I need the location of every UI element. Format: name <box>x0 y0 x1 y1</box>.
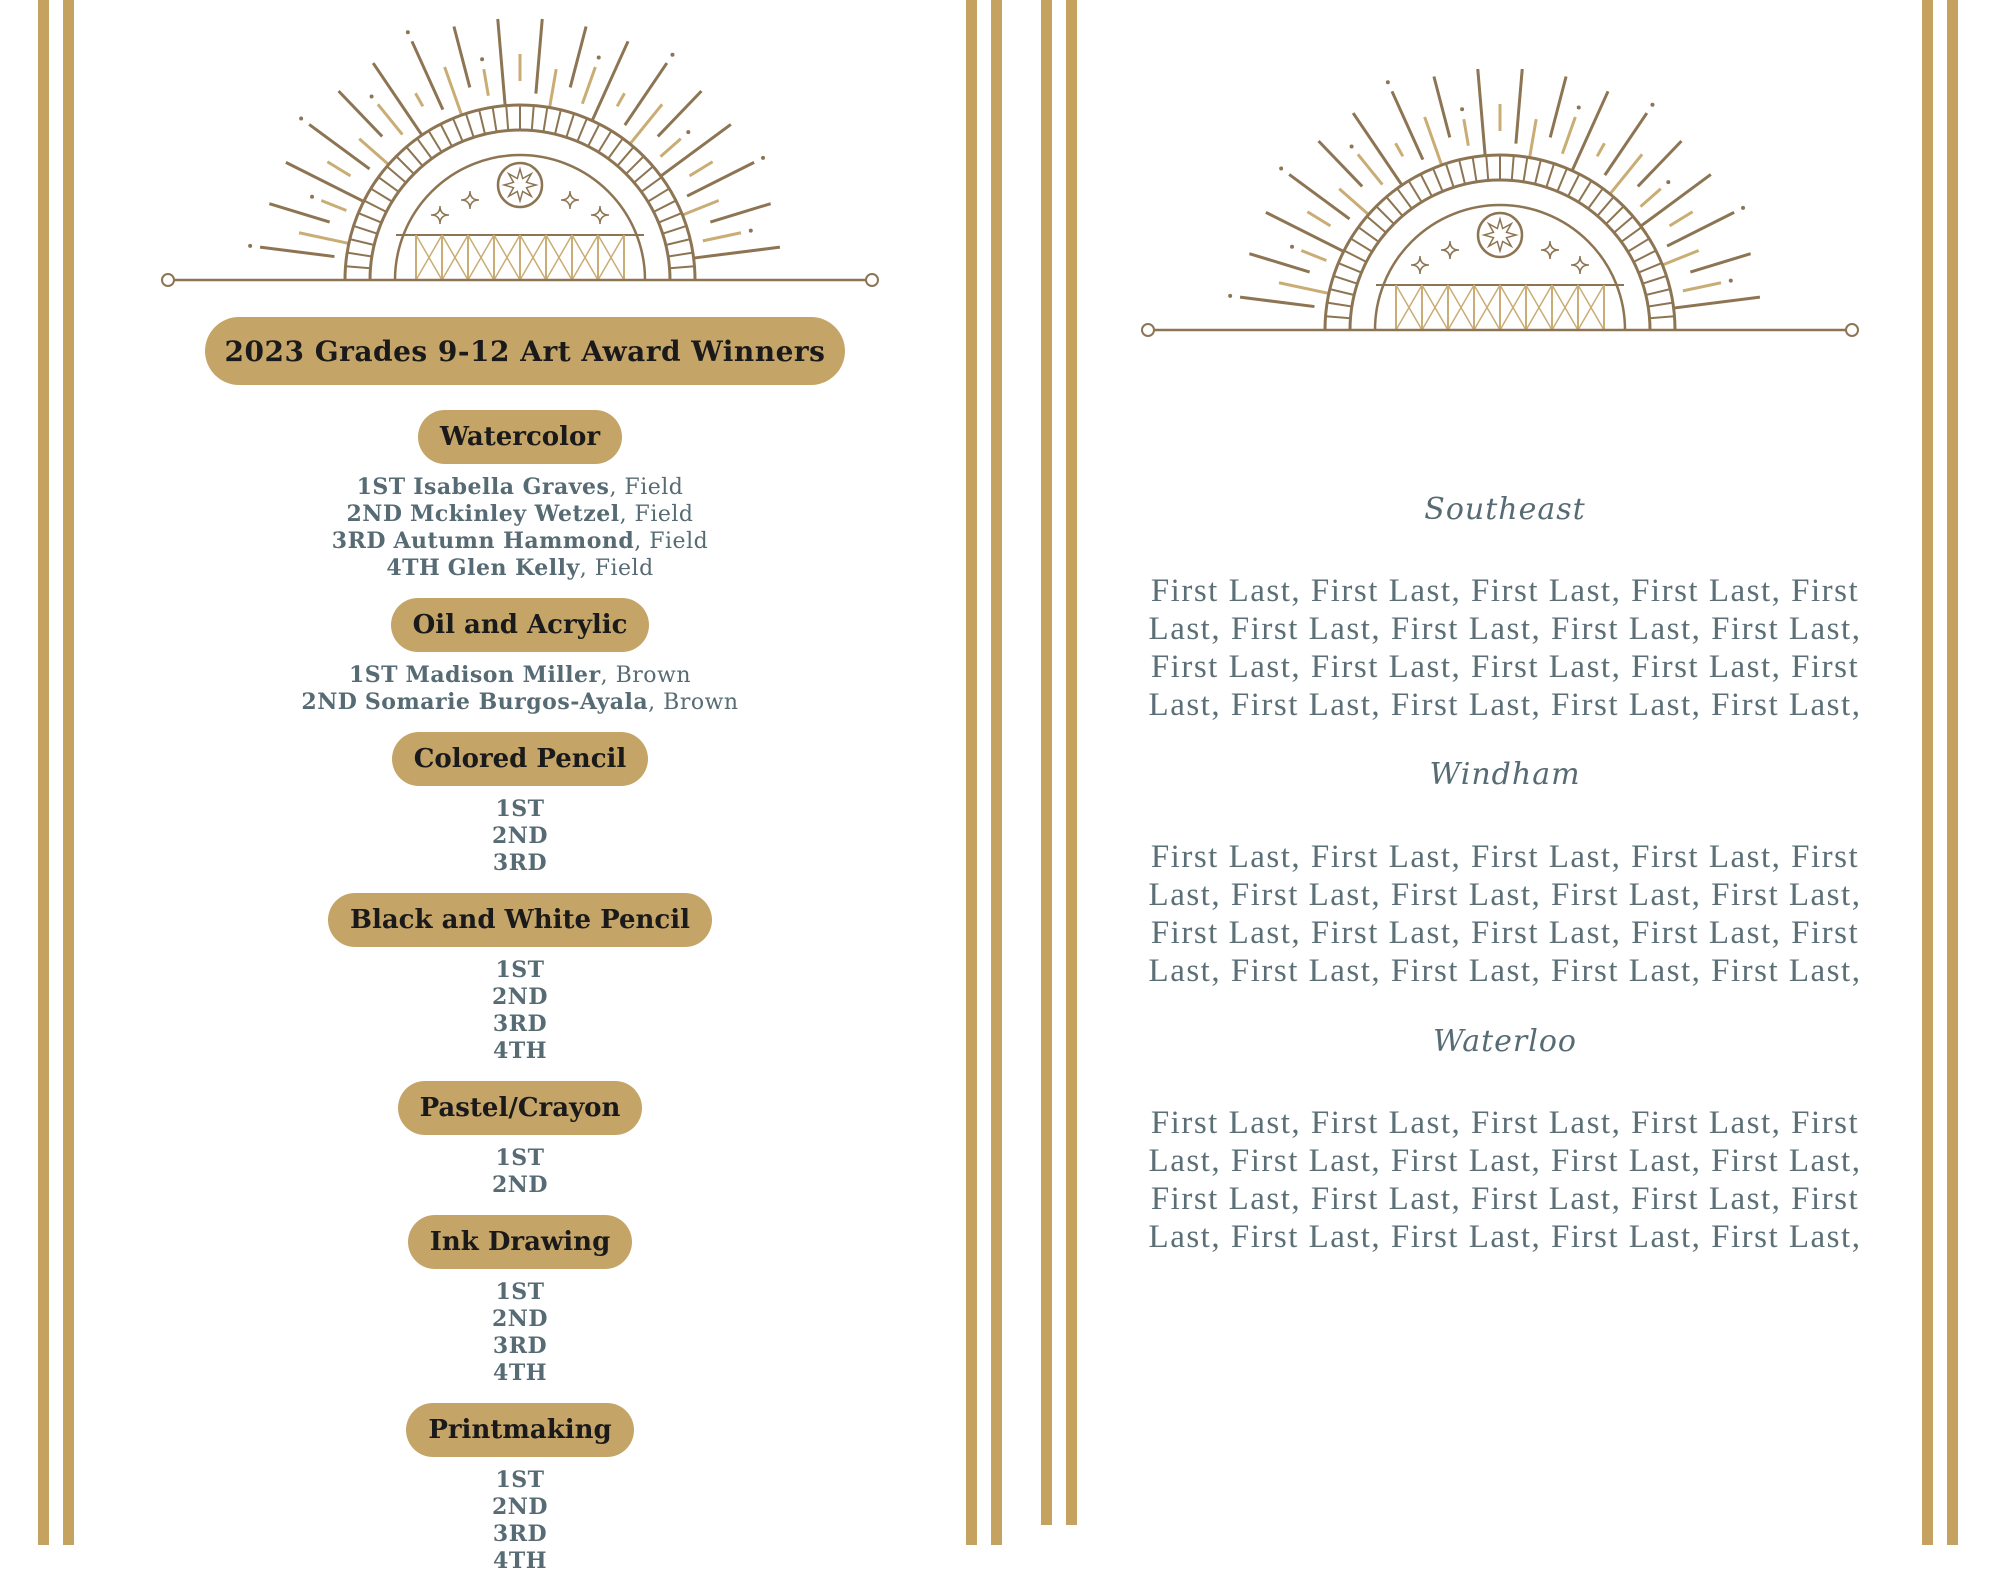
award-rank: 4TH <box>493 1038 547 1064</box>
award-entry <box>210 850 830 877</box>
award-entry <box>210 501 830 528</box>
award-category <box>210 732 830 877</box>
award-entry <box>210 1306 830 1333</box>
winner-name: Glen Kelly <box>447 555 580 581</box>
region-names: First Last, First Last, First Last, First Last, First Last, First Last, First Last, First Last, First Last, First Last, First Last, First Last, First Last, First Last, First Last, First Last, First Last, First Last, <box>1148 573 1862 723</box>
award-entry <box>210 1548 830 1575</box>
award-entry <box>210 1011 830 1038</box>
award-entry <box>210 1279 830 1306</box>
winner-name: Isabella Graves <box>413 474 610 500</box>
category-entries <box>210 957 830 1065</box>
winner-school: , Brown <box>648 690 739 715</box>
award-rank: 2ND <box>346 501 403 527</box>
award-rank: 3RD <box>492 850 548 876</box>
winner-name: Somarie Burgos-Ayala <box>364 689 649 715</box>
border-bar <box>1041 0 1052 1525</box>
region-heading: Windham <box>1429 757 1581 792</box>
sunburst-icon <box>1140 65 1860 355</box>
award-rank: 2ND <box>492 1306 548 1332</box>
winner-school: , Field <box>579 556 654 581</box>
award-rank: 1ST <box>495 1279 545 1305</box>
award-rank: 1ST <box>348 662 399 688</box>
region-heading: Waterloo <box>1433 1024 1577 1059</box>
region-heading: Southeast <box>1424 492 1586 527</box>
award-category <box>210 1403 830 1575</box>
winner-name: Autumn Hammond <box>393 528 635 554</box>
award-entry <box>210 957 830 984</box>
region-names: First Last, First Last, First Last, First Last, First Last, First Last, First Last, First Last, First Last, First Last, First Last, First Last, First Last, First Last, First Last, First Last, First Last, First Last, <box>1148 839 1862 989</box>
award-rank: 2ND <box>492 984 548 1010</box>
winner-school: , Field <box>634 529 709 554</box>
award-entry <box>210 796 830 823</box>
category-label: Black and White Pencil <box>328 893 712 947</box>
award-rank: 1ST <box>495 796 545 822</box>
award-entry <box>210 555 830 582</box>
award-entry <box>210 823 830 850</box>
award-entry <box>210 474 830 501</box>
winner-school: , Brown <box>600 663 692 688</box>
award-entry <box>210 689 830 716</box>
category-label: Ink Drawing <box>408 1215 633 1269</box>
award-rank: 4TH <box>493 1360 547 1386</box>
award-list <box>210 410 830 1591</box>
category-entries <box>210 796 830 877</box>
winner-name: Mckinley Wetzel <box>410 501 620 527</box>
border-bar <box>1066 0 1077 1525</box>
border-bar <box>38 0 49 1545</box>
category-label: Oil and Acrylic <box>391 598 650 652</box>
winner-school: , Field <box>609 475 684 500</box>
border-bar <box>991 0 1002 1545</box>
award-entry <box>210 1494 830 1521</box>
border-bar <box>966 0 977 1545</box>
category-label: Watercolor <box>418 410 622 464</box>
award-rank: 3RD <box>492 1521 548 1547</box>
award-rank: 1ST <box>495 957 545 983</box>
award-rank: 4TH <box>493 1548 547 1574</box>
border-bar <box>1922 0 1933 1545</box>
category-label: Colored Pencil <box>392 732 649 786</box>
sunburst-icon <box>160 15 880 305</box>
award-rank: 2ND <box>301 689 358 715</box>
award-category <box>210 893 830 1065</box>
region-names: First Last, First Last, First Last, First Last, First Last, First Last, First Last, First Last, First Last, First Last, First Last, First Last, First Last, First Last, First Last, First Last, First Last, First Last, <box>1148 1105 1862 1255</box>
award-rank: 1ST <box>495 1467 545 1493</box>
border-bar <box>63 0 74 1545</box>
award-rank: 2ND <box>492 1494 548 1520</box>
winner-name: Madison Miller <box>405 662 601 688</box>
award-category <box>210 410 830 582</box>
category-entries <box>210 1279 830 1387</box>
category-entries <box>210 474 830 582</box>
winner-school: , Field <box>619 502 694 527</box>
award-rank: 3RD <box>331 528 386 554</box>
award-category <box>210 1081 830 1199</box>
award-rank: 1ST <box>356 474 406 500</box>
award-rank: 2ND <box>492 1172 548 1198</box>
award-entry <box>210 1521 830 1548</box>
award-rank: 4TH <box>386 555 441 581</box>
award-rank: 3RD <box>492 1011 548 1037</box>
category-entries <box>210 1145 830 1199</box>
award-entry <box>210 528 830 555</box>
award-rank: 3RD <box>492 1333 548 1359</box>
page-title: 2023 Grades 9-12 Art Award Winners <box>205 317 845 385</box>
award-entry <box>210 1467 830 1494</box>
border-bar <box>1947 0 1958 1545</box>
category-label: Printmaking <box>406 1403 633 1457</box>
award-category <box>210 598 830 716</box>
award-entry <box>210 1360 830 1387</box>
award-entry <box>210 1145 830 1172</box>
award-entry <box>210 984 830 1011</box>
award-entry <box>210 1172 830 1199</box>
category-entries <box>210 662 830 716</box>
award-category <box>210 1215 830 1387</box>
award-entry <box>210 662 830 689</box>
award-entry <box>210 1038 830 1065</box>
award-rank: 1ST <box>495 1145 545 1171</box>
category-label: Pastel/Crayon <box>398 1081 643 1135</box>
award-entry <box>210 1333 830 1360</box>
award-rank: 2ND <box>492 823 548 849</box>
category-entries <box>210 1467 830 1575</box>
